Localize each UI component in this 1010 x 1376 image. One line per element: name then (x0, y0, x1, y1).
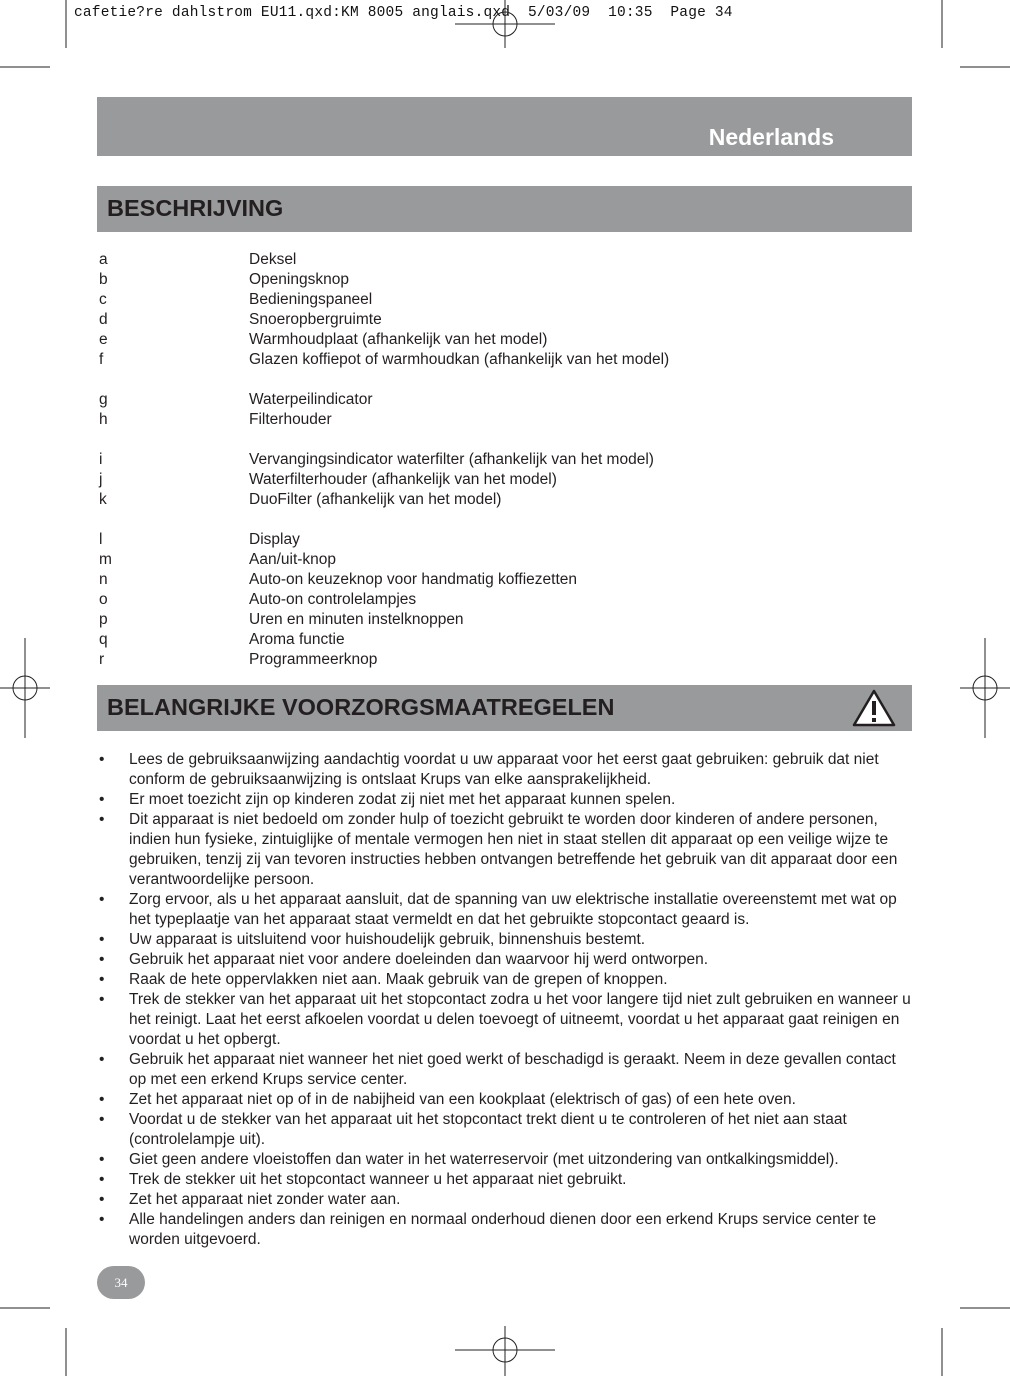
list-item (99, 250, 859, 270)
list-item (99, 390, 859, 410)
item-letter: j (99, 471, 103, 488)
bullet-icon: • (99, 971, 105, 988)
list-spacer (99, 510, 859, 530)
item-text: Trek de stekker van het apparaat uit het stopcontact zodra u het voor langere tijd niet zult gebruiken en wanneer u het reinigt. Laat het eerst afkoelen voordat u delen toevoegt of uitneemt, voordat u het apparaat gaat reinigen en voordat u het opbergt. (129, 991, 911, 1048)
item-letter: p (99, 611, 108, 628)
bullet-icon: • (99, 951, 105, 968)
list-item (99, 1050, 914, 1090)
item-text: Uw apparaat is uitsluitend voor huishoudelijk gebruik, binnenshuis bestemt. (129, 931, 646, 948)
list-item (99, 270, 859, 290)
precautions-list (99, 750, 914, 1250)
registration-mark-left (0, 638, 50, 738)
list-item (99, 990, 914, 1050)
list-item (99, 550, 859, 570)
item-letter: n (99, 571, 108, 588)
item-letter: k (99, 491, 107, 508)
warning-triangle-icon (852, 689, 896, 727)
list-item (99, 490, 859, 510)
list-item (99, 530, 859, 550)
bullet-icon: • (99, 1051, 105, 1068)
item-text: Warmhoudplaat (afhankelijk van het model) (249, 331, 548, 348)
language-label: Nederlands (708, 124, 834, 150)
bullet-icon: • (99, 751, 105, 768)
item-text: Bedieningspaneel (249, 291, 373, 308)
item-text: Openingsknop (249, 271, 349, 288)
item-text: Gebruik het apparaat niet wanneer het niet goed werkt of beschadigd is geraakt. Neem in deze gevallen contact op met een erkend Krups service center. (129, 1051, 896, 1088)
section-header-precautions (97, 685, 912, 731)
list-item (99, 470, 859, 490)
list-item (99, 930, 914, 950)
list-item (99, 950, 914, 970)
list-item (99, 310, 859, 330)
list-item (99, 570, 859, 590)
list-item (99, 410, 859, 430)
item-text: Programmeerknop (249, 651, 378, 668)
list-item (99, 590, 859, 610)
item-letter: i (99, 451, 103, 468)
list-item (99, 890, 914, 930)
list-item (99, 970, 914, 990)
bullet-icon: • (99, 991, 105, 1008)
item-letter: r (99, 651, 105, 668)
section-title: BESCHRIJVING (107, 195, 284, 221)
list-item (99, 1110, 914, 1150)
bullet-icon: • (99, 1151, 105, 1168)
item-text: Raak de hete oppervlakken niet aan. Maak gebruik van de grepen of knoppen. (129, 971, 668, 988)
list-item (99, 1150, 914, 1170)
item-letter: c (99, 291, 107, 308)
bullet-icon: • (99, 1191, 105, 1208)
list-item (99, 630, 859, 650)
section-header-description (97, 186, 912, 232)
item-text: Waterfilterhouder (afhankelijk van het model) (249, 471, 557, 488)
item-text: Dit apparaat is niet bedoeld om zonder hulp of toezicht gebruikt te worden door kinderen of andere personen, indien hun fysieke, zintuiglijke of mentale vermogen hen niet in staat stellen dit apparaat op een veilige wijze te gebruiken, tenzij zij van tevoren instructies hebben ontvangen betreffende het gebruik van dit apparaat door een verantwoordelijke persoon. (129, 811, 898, 888)
item-text: Giet geen andere vloeistoffen dan water in het waterreservoir (met uitzondering van ontkalkingsmiddel). (129, 1151, 839, 1168)
item-letter: o (99, 591, 108, 608)
item-text: Glazen koffiepot of warmhoudkan (afhankelijk van het model) (249, 351, 670, 368)
item-text: Gebruik het apparaat niet voor andere doeleinden dan waarvoor hij werd ontworpen. (129, 951, 709, 968)
item-letter: g (99, 391, 108, 408)
item-text: Voordat u de stekker van het apparaat uit het stopcontact trekt dient u te controleren of het niet aan staat (controlelampje uit). (129, 1111, 847, 1148)
language-header (97, 97, 912, 156)
section-title: BELANGRIJKE VOORZORGSMAATREGELEN (107, 694, 615, 720)
item-text: Filterhouder (249, 411, 332, 428)
item-text: Snoeropbergruimte (249, 311, 382, 328)
bullet-icon: • (99, 891, 105, 908)
print-slug: cafetie?re dahlstrom EU11.qxd:KM 8005 anglais.qxd 5/03/09 10:35 Page 34 (74, 5, 733, 21)
item-text: Trek de stekker uit het stopcontact wanneer u het apparaat niet gebruikt. (129, 1171, 627, 1188)
bullet-icon: • (99, 1111, 105, 1128)
page-number: 34 (97, 1266, 145, 1299)
item-text: Uren en minuten instelknoppen (249, 611, 464, 628)
item-text: DuoFilter (afhankelijk van het model) (249, 491, 502, 508)
item-text: Alle handelingen anders dan reinigen en normaal onderhoud dienen door een erkend Krups service center te worden uitgevoerd. (129, 1211, 877, 1248)
list-item (99, 750, 914, 790)
item-text: Waterpeilindicator (249, 391, 373, 408)
item-text: Zet het apparaat niet zonder water aan. (129, 1191, 401, 1208)
item-text: Er moet toezicht zijn op kinderen zodat zij niet met het apparaat kunnen spelen. (129, 791, 676, 808)
registration-mark-bottom (455, 1326, 555, 1376)
item-letter: f (99, 351, 104, 368)
list-item (99, 650, 859, 670)
item-text: Lees de gebruiksaanwijzing aandachtig voordat u uw apparaat voor het eerst gaat gebruiken: gebruik dat niet conform de gebruiksaanwijzing is ontslaat Krups van elke aansprakelijkheid. (129, 751, 879, 788)
list-item (99, 1210, 914, 1250)
bullet-icon: • (99, 1211, 105, 1228)
list-spacer (99, 430, 859, 450)
item-text: Auto-on controlelampjes (249, 591, 417, 608)
list-item (99, 1170, 914, 1190)
bullet-icon: • (99, 1091, 105, 1108)
item-letter: q (99, 631, 108, 648)
item-text: Aan/uit-knop (249, 551, 337, 568)
item-letter: a (99, 251, 108, 268)
list-item (99, 450, 859, 470)
item-text: Aroma functie (249, 631, 345, 648)
list-item (99, 610, 859, 630)
item-text: Vervangingsindicator waterfilter (afhankelijk van het model) (249, 451, 654, 468)
list-item (99, 790, 914, 810)
list-item (99, 1090, 914, 1110)
item-text: Auto-on keuzeknop voor handmatig koffiezetten (249, 571, 578, 588)
list-item (99, 290, 859, 310)
bullet-icon: • (99, 931, 105, 948)
item-letter: h (99, 411, 108, 428)
list-item (99, 330, 859, 350)
item-letter: l (99, 531, 103, 548)
item-text: Display (249, 531, 300, 548)
item-letter: m (99, 551, 112, 568)
bullet-icon: • (99, 791, 105, 808)
list-spacer (99, 370, 859, 390)
item-text: Zet het apparaat niet op of in de nabijheid van een kookplaat (elektrisch of gas) of een hete oven. (129, 1091, 796, 1108)
bullet-icon: • (99, 811, 105, 828)
bullet-icon: • (99, 1171, 105, 1188)
item-text: Zorg ervoor, als u het apparaat aansluit, dat de spanning van uw elektrische installatie overeenstemt met wat op het typeplaatje van het apparaat staat vermeldt en dat het gebruikte stopcontact geaard is. (129, 891, 897, 928)
list-item (99, 810, 914, 890)
item-text: Deksel (249, 251, 297, 268)
list-item (99, 1190, 914, 1210)
item-letter: b (99, 271, 108, 288)
registration-mark-right (960, 638, 1010, 738)
parts-list (99, 250, 859, 670)
item-letter: d (99, 311, 108, 328)
list-item (99, 350, 859, 370)
item-letter: e (99, 331, 108, 348)
